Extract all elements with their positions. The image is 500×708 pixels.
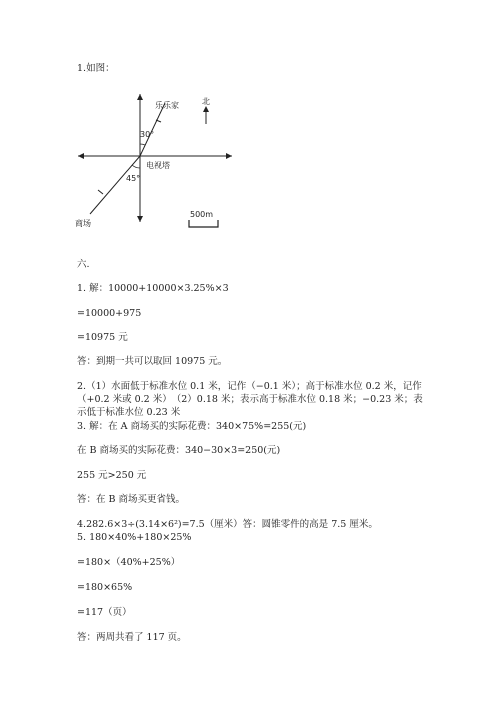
s3-step-3: 255 元>250 元 xyxy=(77,470,147,481)
line-to-mall xyxy=(90,156,140,214)
home-label: 乐乐家 xyxy=(155,101,179,110)
s1-answer: 答：到期一共可以取回 10975 元。 xyxy=(77,356,228,367)
angle-30-label: 30° xyxy=(140,130,155,139)
s4-answer: 4.282.6×3÷(3.14×6²)=7.5（厘米）答：圆锥零件的高是 7.5 厘米。 xyxy=(77,519,378,530)
s2-answer: 2.（1）水面低于标准水位 0.1 米，记作（−0.1 米）；高于标准水位 0.2 米，记作（+0.2 米或 0.2 米） （2）0.18 米；表示高于标准水位 0.18 米；−0.23 米；表示低于标准水位 0.23 米 xyxy=(77,381,423,418)
s5-step-2: =180×（40%+25%） xyxy=(77,557,181,568)
s1-step-3: =10975 元 xyxy=(77,332,128,343)
angle-45-label: 45° xyxy=(126,174,141,183)
scale-bar xyxy=(189,210,218,227)
question-1-heading: 1.如图： xyxy=(77,63,115,74)
s3-expression: 3. 解：在 A 商场买的实际花费：340×75%=255(元) xyxy=(77,421,307,432)
mall-label: 商场 xyxy=(75,219,91,228)
angle-45-arc xyxy=(132,165,140,168)
direction-diagram xyxy=(70,86,250,236)
s5-expression: 5. 180×40%+180×25% xyxy=(77,532,192,543)
s3-answer: 答：在 B 商场买更省钱。 xyxy=(77,494,186,505)
s5-step-4: =117（页） xyxy=(77,607,132,618)
north-arrow-icon xyxy=(203,106,209,112)
s5-answer: 答：两周共看了 117 页。 xyxy=(77,632,187,643)
mall-tick xyxy=(98,190,103,194)
north-label: 北 xyxy=(202,97,210,106)
north-indicator xyxy=(202,96,210,124)
section-six-heading: 六. xyxy=(77,259,90,270)
horizontal-axis xyxy=(78,153,232,159)
angle-30-arc xyxy=(140,144,145,145)
s1-expression: 1. 解：10000+10000×3.25%×3 xyxy=(77,283,229,294)
tv-tower-label: 电视塔 xyxy=(146,161,170,170)
scale-label: 500m xyxy=(190,210,214,219)
s3-step-2: 在 B 商场买的实际花费：340−30×3=250(元) xyxy=(77,445,281,456)
s5-step-3: =180×65% xyxy=(77,582,133,593)
s1-step-2: =10000+975 xyxy=(77,308,142,319)
